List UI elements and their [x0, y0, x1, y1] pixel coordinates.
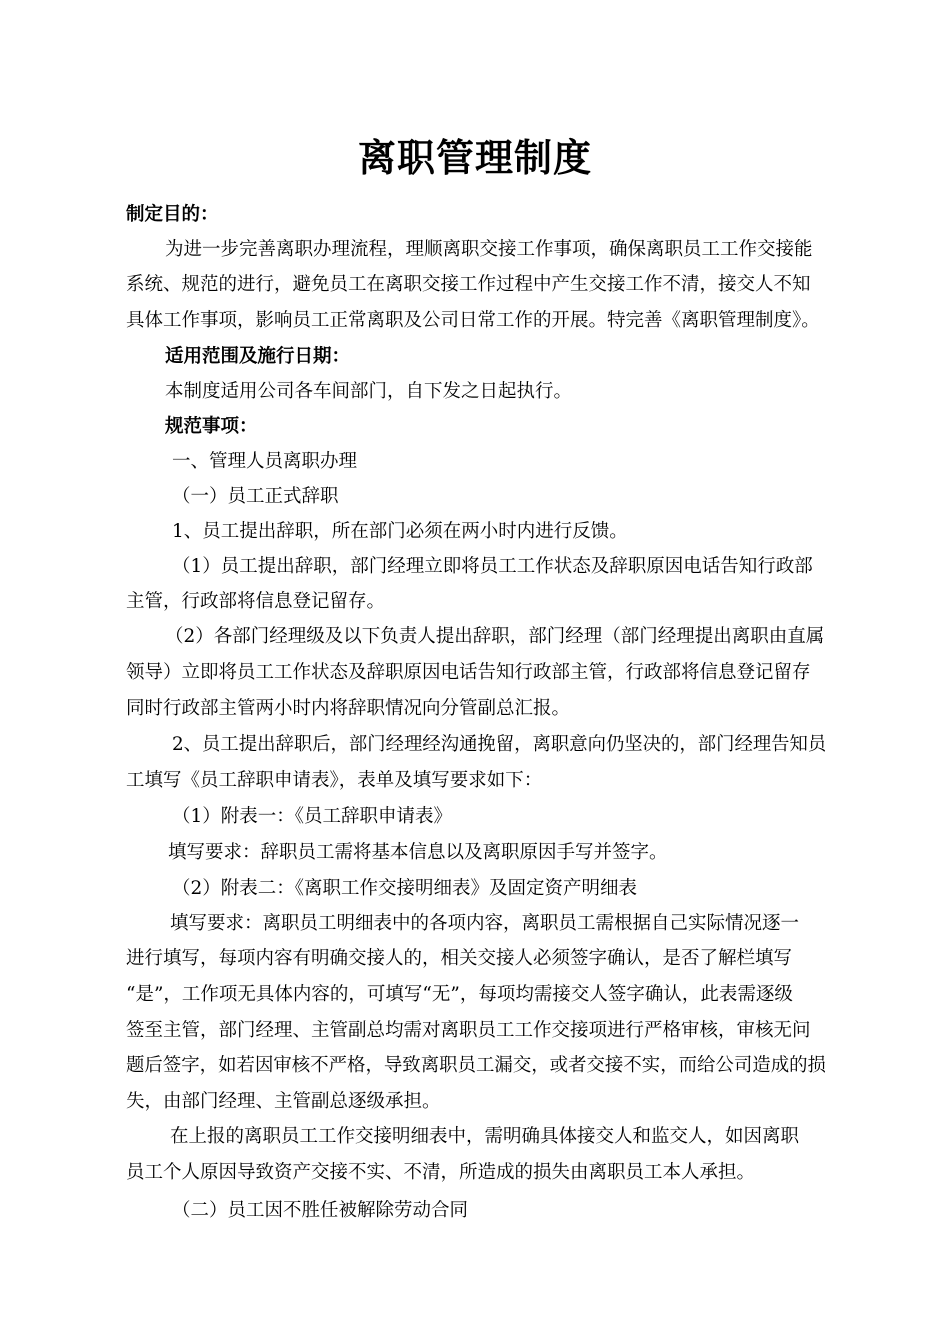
- paragraph-line: 具体工作事项，影响员工正常离职及公司日常工作的开展。特完善《离职管理制度》。: [126, 310, 820, 331]
- paragraph-line: 同时行政部主管两小时内将辞职情况向分管副总汇报。: [126, 698, 571, 719]
- paragraph-line: 本制度适用公司各车间部门，自下发之日起执行。: [165, 381, 573, 402]
- section-heading-purpose: 制定目的：: [126, 204, 219, 225]
- paragraph-line: 系统、规范的进行，避免员工在离职交接工作过程中产生交接工作不清，接交人不知: [126, 274, 811, 295]
- paragraph-line: 签至主管，部门经理、主管副总均需对离职员工工作交接项进行严格审核，审核无问: [126, 1020, 811, 1041]
- heading-level-2: （一）员工正式辞职: [172, 486, 339, 507]
- document-title: 离职管理制度: [357, 135, 592, 180]
- paragraph-line: （1）员工提出辞职，部门经理立即将员工工作状态及辞职原因电话告知行政部: [172, 556, 813, 577]
- paragraph-line: 领导）立即将员工工作状态及辞职原因电话告知行政部主管，行政部将信息登记留存: [126, 662, 811, 683]
- paragraph-line: （2）附表二：《离职工作交接明细表》及固定资产明细表: [172, 878, 638, 899]
- heading-level-1: 一、管理人员离职办理: [172, 451, 358, 472]
- paragraph-line: 1、员工提出辞职，所在部门必须在两小时内进行反馈。: [172, 521, 628, 542]
- paragraph-line: “是”，工作项无具体内容的，可填写“无”，每项均需接交人签字确认，此表需逐级: [126, 984, 793, 1005]
- paragraph-line: 题后签字，如若因审核不严格，导致离职员工漏交，或者交接不实，而给公司造成的损: [126, 1055, 826, 1076]
- paragraph-line: 2、员工提出辞职后，部门经理经沟通挽留，离职意向仍坚决的，部门经理告知员: [172, 734, 827, 755]
- paragraph-line: 进行填写，每项内容有明确交接人的，相关交接人必须签字确认，是否了解栏填写: [126, 948, 793, 969]
- paragraph-line: 填写要求：辞职员工需将基本信息以及离职原因手写并签字。: [168, 842, 668, 863]
- heading-level-2: （二）员工因不胜任被解除劳动合同: [172, 1200, 469, 1221]
- section-heading-rules: 规范事项：: [165, 416, 258, 437]
- section-heading-scope: 适用范围及施行日期：: [165, 346, 351, 367]
- paragraph-line: （2）各部门经理级及以下负责人提出辞职，部门经理（部门经理提出离职由直属: [165, 626, 825, 647]
- paragraph-line: 主管，行政部将信息登记留存。: [126, 591, 386, 612]
- paragraph-line: （1）附表一：《员工辞职申请表》: [172, 806, 453, 827]
- paragraph-line: 失，由部门经理、主管副总逐级承担。: [126, 1091, 441, 1112]
- paragraph-line: 为进一步完善离职办理流程，理顺离职交接工作事项，确保离职员工工作交接能: [165, 239, 813, 260]
- paragraph-line: 填写要求：离职员工明细表中的各项内容，离职员工需根据自己实际情况逐一: [170, 913, 800, 934]
- paragraph-line: 工填写《员工辞职申请表》，表单及填写要求如下：: [126, 770, 543, 791]
- paragraph-line: 在上报的离职员工工作交接明细表中，需明确具体接交人和监交人，如因离职: [170, 1126, 800, 1147]
- paragraph-line: 员工个人原因导致资产交接不实、不清，所造成的损失由离职员工本人承担。: [126, 1162, 756, 1183]
